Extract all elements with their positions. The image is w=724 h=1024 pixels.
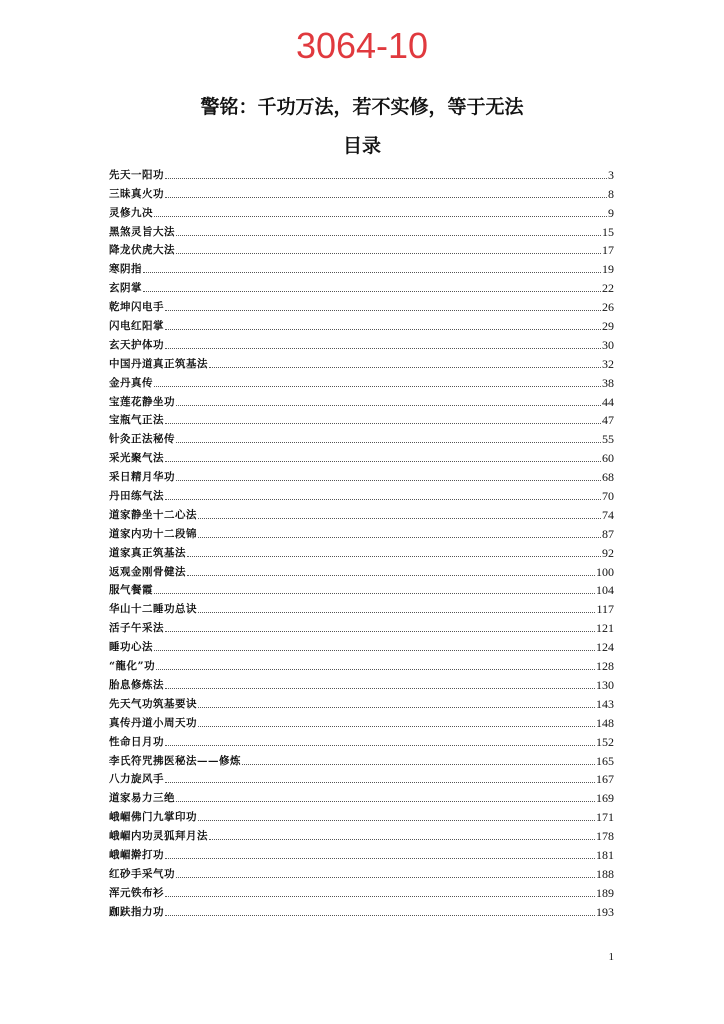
toc-entry-label: 先天一阳功 (109, 168, 164, 181)
toc-entry-page: 17 (602, 243, 614, 258)
toc-entry-label: 红砂手采气功 (109, 867, 175, 880)
toc-entry[interactable] (109, 427, 614, 446)
toc-entry[interactable] (109, 371, 614, 390)
toc-entry-label: 黑煞灵旨大法 (109, 225, 175, 238)
toc-entry-page: 130 (596, 677, 614, 692)
toc-entry[interactable] (109, 673, 614, 692)
dot-leader (187, 574, 595, 576)
dot-leader (176, 800, 595, 802)
toc-entry[interactable] (109, 597, 614, 616)
toc-entry-label: 道家静坐十二心法 (109, 508, 197, 521)
dot-leader (154, 215, 607, 217)
toc-entry[interactable] (109, 862, 614, 881)
dot-leader (165, 498, 601, 500)
toc-entry[interactable] (109, 541, 614, 560)
dot-leader (165, 460, 601, 462)
toc-entry[interactable] (109, 352, 614, 371)
toc-entry[interactable] (109, 786, 614, 805)
toc-entry-label: 道家内功十二段锦 (109, 527, 197, 540)
dot-leader (176, 479, 601, 481)
toc-entry[interactable] (109, 749, 614, 768)
toc-entry[interactable] (109, 390, 614, 409)
toc-entry[interactable] (109, 843, 614, 862)
toc-entry-label: 峨嵋擀打功 (109, 848, 164, 861)
toc-entry-page: 152 (596, 734, 614, 749)
toc-entry[interactable] (109, 201, 614, 220)
toc-entry-label: 寒阴指 (109, 263, 142, 276)
toc-entry[interactable] (109, 768, 614, 787)
dot-leader (143, 290, 601, 292)
toc-entry-label: 道家真正筑基法 (109, 546, 186, 559)
toc-entry[interactable] (109, 465, 614, 484)
toc-entry-label: 睡功心法 (109, 641, 153, 654)
toc-entry-label: 道家易力三绝 (109, 792, 175, 805)
toc-entry-page: 124 (596, 640, 614, 655)
dot-leader (242, 763, 595, 765)
toc-entry-page: 189 (596, 885, 614, 900)
dot-leader (198, 706, 595, 708)
toc-entry[interactable] (109, 881, 614, 900)
dot-leader (156, 668, 595, 670)
dot-leader (154, 592, 595, 594)
toc-entry-page: 117 (596, 602, 614, 617)
toc-entry-page: 121 (596, 621, 614, 636)
toc-entry[interactable] (109, 484, 614, 503)
toc-entry[interactable] (109, 333, 614, 352)
dot-leader (176, 234, 601, 236)
toc-entry[interactable] (109, 730, 614, 749)
toc-entry[interactable] (109, 824, 614, 843)
toc-entry-label: 中国丹道真正筑基法 (109, 357, 208, 370)
toc-entry-label: 宝莲花静坐功 (109, 395, 175, 408)
dot-leader (165, 630, 595, 632)
dot-leader (176, 252, 601, 254)
toc-entry-label: 真传丹道小周天功 (109, 716, 197, 729)
toc-entry[interactable] (109, 560, 614, 579)
toc-entry-page: 15 (602, 224, 614, 239)
toc-entry[interactable] (109, 522, 614, 541)
dot-leader (165, 328, 601, 330)
toc-entry[interactable] (109, 579, 614, 598)
toc-entry-label: 闪电红阳掌 (109, 320, 164, 333)
toc-entry-page: 169 (596, 791, 614, 806)
toc-entry[interactable] (109, 635, 614, 654)
toc-entry-label: 采日精月华功 (109, 471, 175, 484)
toc-entry-page: 165 (596, 753, 614, 768)
dot-leader (176, 404, 601, 406)
toc-entry-page: 19 (602, 262, 614, 277)
toc-entry-page: 181 (596, 847, 614, 862)
toc-entry-label: 金丹真传 (109, 376, 153, 389)
dot-leader (165, 895, 595, 897)
dot-leader (143, 271, 601, 273)
toc-entry-label: 玄阴掌 (109, 282, 142, 295)
toc-entry[interactable] (109, 446, 614, 465)
toc-entry-label: 宝瓶气正法 (109, 414, 164, 427)
dot-leader (198, 536, 601, 538)
toc-entry-label: 采光聚气法 (109, 452, 164, 465)
dot-leader (198, 819, 595, 821)
toc-entry[interactable] (109, 220, 614, 239)
dot-leader (209, 838, 595, 840)
dot-leader (165, 422, 601, 424)
dot-leader (165, 196, 607, 198)
toc-entry-label: 三昧真火功 (109, 187, 164, 200)
dot-leader (165, 857, 595, 859)
toc-entry-label: 玄天护体功 (109, 338, 164, 351)
toc-entry-page: 32 (602, 356, 614, 371)
toc-entry-page: 167 (596, 772, 614, 787)
dot-leader (209, 366, 601, 368)
dot-leader (165, 309, 601, 311)
table-of-contents (109, 163, 614, 919)
toc-entry[interactable] (109, 239, 614, 258)
toc-entry-label: 浑元铁布衫 (109, 886, 164, 899)
toc-entry-page: 188 (596, 866, 614, 881)
toc-entry[interactable] (109, 616, 614, 635)
toc-entry-label: “龍化”功 (109, 660, 156, 673)
toc-entry-page: 87 (602, 526, 614, 541)
dot-leader (176, 441, 601, 443)
toc-entry-label: 八力旋风手 (109, 773, 164, 786)
toc-entry-page: 178 (596, 829, 614, 844)
toc-entry-label: 跏趺指力功 (109, 905, 164, 918)
toc-entry-label: 服气餐霞 (109, 584, 153, 597)
dot-leader (198, 611, 595, 613)
toc-entry[interactable] (109, 805, 614, 824)
dot-leader (165, 177, 607, 179)
toc-entry-page: 193 (596, 904, 614, 919)
toc-entry-page: 128 (596, 659, 614, 674)
toc-entry-page: 55 (602, 432, 614, 447)
toc-entry[interactable] (109, 711, 614, 730)
toc-entry-page: 26 (602, 300, 614, 315)
toc-entry-page: 68 (602, 470, 614, 485)
page-number: 1 (608, 951, 614, 963)
toc-entry-page: 3 (608, 167, 614, 182)
toc-entry-page: 30 (602, 337, 614, 352)
toc-entry-label: 性命日月功 (109, 735, 164, 748)
toc-entry-label: 降龙伏虎大法 (109, 244, 175, 257)
dot-leader (165, 347, 601, 349)
dot-leader (165, 744, 595, 746)
toc-entry[interactable] (109, 692, 614, 711)
toc-entry-page: 44 (602, 394, 614, 409)
toc-entry[interactable] (109, 503, 614, 522)
toc-entry-label: 活子午采法 (109, 622, 164, 635)
toc-entry-label: 乾坤闪电手 (109, 301, 164, 314)
toc-entry-page: 8 (608, 186, 614, 201)
toc-entry-label: 针灸正法秘传 (109, 433, 175, 446)
toc-entry-label: 丹田练气法 (109, 490, 164, 503)
document-code: 3064-10 (295, 25, 429, 66)
motto-heading: 警铭：千功万法，若不实修，等于无法 (200, 96, 524, 118)
toc-title: 目录 (342, 135, 381, 157)
toc-entry-label: 华山十二睡功总诀 (109, 603, 197, 616)
toc-entry[interactable] (109, 276, 614, 295)
toc-entry-label: 峨嵋内功灵狐拜月法 (109, 830, 208, 843)
toc-entry-page: 47 (602, 413, 614, 428)
toc-entry-page: 143 (596, 696, 614, 711)
toc-entry-label: 灵修九决 (109, 206, 153, 219)
toc-entry[interactable] (109, 654, 614, 673)
toc-entry-page: 38 (602, 375, 614, 390)
toc-entry[interactable] (109, 314, 614, 333)
toc-entry[interactable] (109, 409, 614, 428)
toc-entry-label: 李氏符咒拂医秘法——修炼 (109, 754, 241, 767)
toc-entry[interactable] (109, 163, 614, 182)
toc-entry-page: 171 (596, 810, 614, 825)
dot-leader (154, 649, 595, 651)
toc-entry-page: 70 (602, 489, 614, 504)
dot-leader (187, 555, 601, 557)
toc-entry-label: 峨嵋佛门九掌印功 (109, 811, 197, 824)
toc-entry-page: 22 (602, 281, 614, 296)
toc-entry[interactable] (109, 900, 614, 919)
toc-entry-page: 9 (608, 205, 614, 220)
toc-entry-label: 返观金刚骨健法 (109, 565, 186, 578)
toc-entry-label: 先天气功筑基要诀 (109, 697, 197, 710)
dot-leader (198, 725, 595, 727)
toc-entry-page: 29 (602, 319, 614, 334)
toc-entry[interactable] (109, 295, 614, 314)
toc-entry-page: 92 (602, 545, 614, 560)
toc-entry-page: 148 (596, 715, 614, 730)
dot-leader (165, 914, 595, 916)
dot-leader (154, 385, 601, 387)
dot-leader (165, 687, 595, 689)
dot-leader (198, 517, 601, 519)
toc-entry[interactable] (109, 182, 614, 201)
toc-entry-page: 100 (596, 564, 614, 579)
toc-entry[interactable] (109, 257, 614, 276)
toc-entry-page: 60 (602, 451, 614, 466)
toc-entry-label: 胎息修炼法 (109, 678, 164, 691)
toc-entry-page: 104 (596, 583, 614, 598)
dot-leader (165, 781, 595, 783)
toc-entry-page: 74 (602, 507, 614, 522)
dot-leader (176, 876, 595, 878)
